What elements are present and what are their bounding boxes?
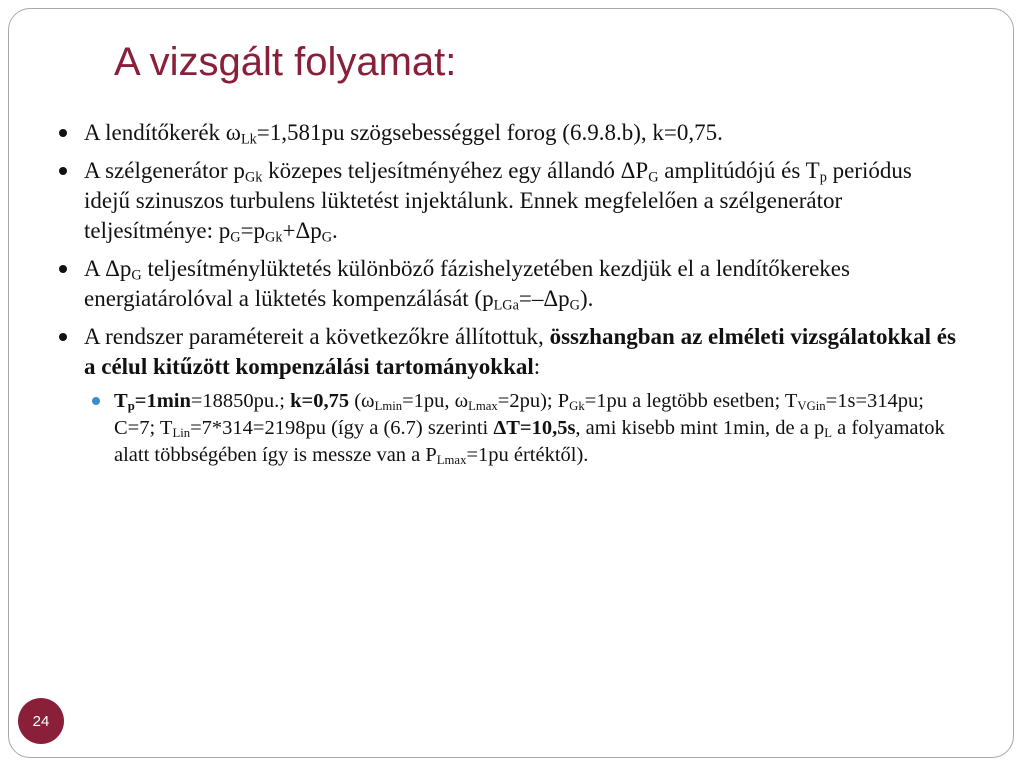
bullet-item-2: A szélgenerátor $p_{Gk}$ közepes teljesítményéhez egy állandó $\Delta P_G$ amplitúdójú és $T_p$ periódus idejű szinuszos turbulens lüktetést injektálunk. Ennek megfelelően a szélgenerátor teljesítménye: $p_G=p_{Gk}+\Delta p_G$. — [58, 156, 958, 246]
sub-bullet-item-1: $T_p=1\min=18850pu$.; k=0,75 ($\omega_{Lmin}=1pu$, $\omega_{Lmax}=2pu$); $P_{Gk}=1pu$ a legtöbb esetben; $T_{VGin}=1s=314pu$; C=7; $T_{Lin}=7*314=2198pu$ (így a (6.7) szerinti ΔT=10,5s, ami kisebb mint 1min, de a $p_L$ a folyamatok alatt többségében így is messze van a $P_{Lmax}=1pu$ értéktől). — [84, 388, 958, 469]
bullet-item-1: A lendítőkerék $\omega_{Lk}=1,581pu$ szögsebességgel forog (6.9.8.b), k=0,75. — [58, 118, 958, 148]
bullet-list — [58, 118, 958, 469]
slide-title: A vizsgált folyamat: — [114, 40, 457, 84]
bullet-item-4: A rendszer paramétereit a következőkre állítottuk, összhangban az elméleti vizsgálatokkal és a célul kitűzött kompenzálási tartományokkal: $T_p=1\min=18850pu$.; k=0,75 ($\omega_{Lmin}=1pu$, $\omega_{Lmax}=2pu$); $P_{Gk}=1pu$ a legtöbb esetben; $T_{VGin}=1s=314pu$; C=7; $T_{Lin}=7*314=2198pu$ (így a (6.7) szerinti ΔT=10,5s, ami kisebb mint 1min, de a $p_L$ a folyamatok alatt többségében így is messze van a $P_{Lmax}=1pu$ értéktől). — [58, 322, 958, 469]
page-number-badge: 24 — [18, 698, 64, 744]
sub-bullet-list — [84, 388, 958, 469]
slide-content — [58, 118, 958, 477]
bullet-item-3: A $\Delta p_G$ teljesítménylüktetés különböző fázishelyzetében kezdjük el a lendítőkerekes energiatárolóval a lüktetés kompenzálását $(p_{LGa}=-\Delta p_G)$. — [58, 254, 958, 314]
